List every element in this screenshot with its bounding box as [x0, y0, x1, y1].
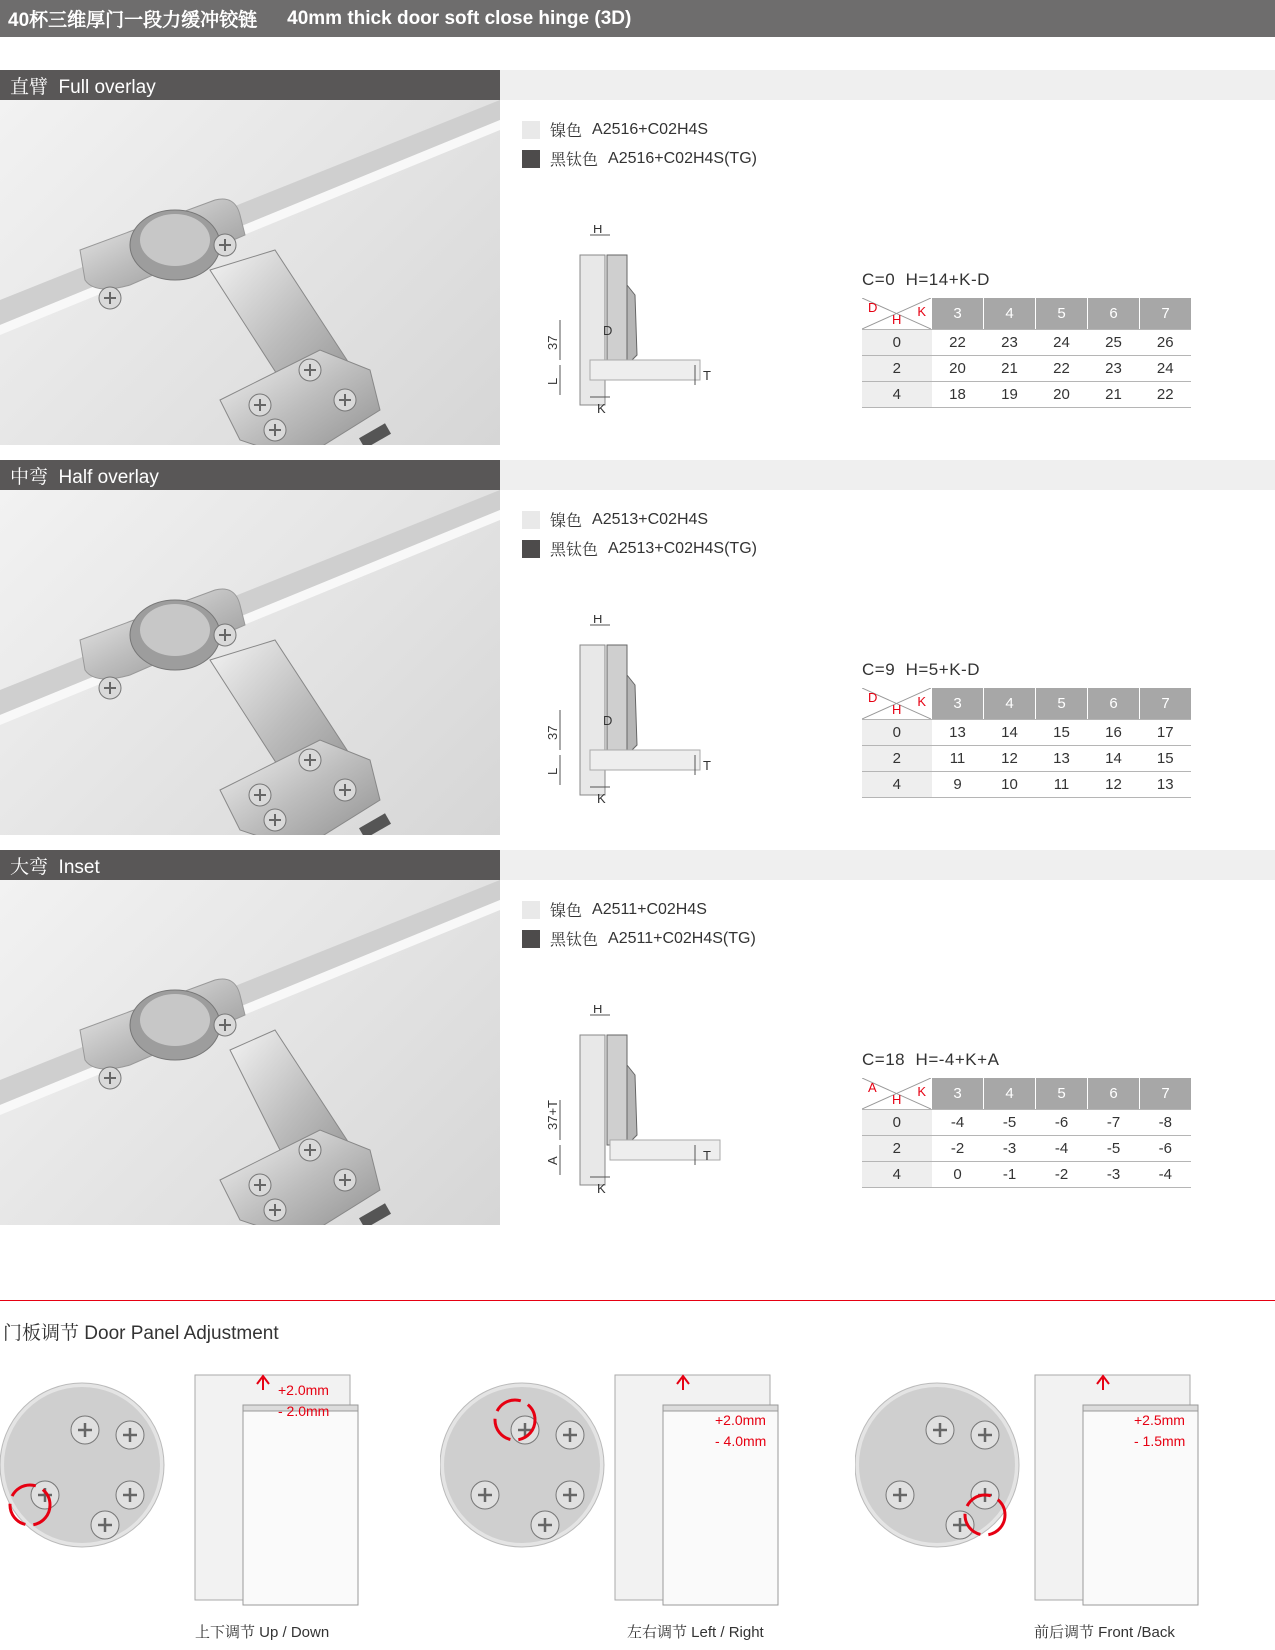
label-l: A	[545, 1156, 560, 1165]
finish-nickel	[522, 508, 708, 531]
table-cell: 18	[932, 382, 984, 408]
table-cell: -4	[1036, 1136, 1088, 1162]
label-h: H	[593, 615, 603, 626]
column-header: 6	[1088, 688, 1140, 720]
spec-table	[862, 298, 1191, 408]
adjustment-range	[715, 1410, 766, 1452]
table-cell: -3	[1088, 1162, 1140, 1188]
table-cell: -6	[1036, 1110, 1088, 1136]
divider-rule	[0, 1300, 1275, 1301]
column-header: 4	[984, 688, 1036, 720]
table-cell: 23	[1088, 356, 1140, 382]
table-cell: 23	[984, 330, 1036, 356]
adjust-minus: - 4.0mm	[715, 1433, 767, 1449]
label-h: H	[593, 1005, 603, 1016]
table-row	[862, 356, 1191, 382]
hinge-photo	[0, 880, 500, 1225]
finish-nickel	[522, 898, 707, 921]
label-d: D	[603, 323, 613, 338]
corner-value-label: H	[892, 1092, 902, 1107]
corner-column-label: K	[917, 304, 926, 319]
label-l: L	[545, 767, 560, 775]
table-cell: -8	[1140, 1110, 1192, 1136]
table-corner	[862, 688, 932, 720]
section-diagram	[545, 615, 765, 825]
finish-black	[522, 927, 756, 950]
table-row	[862, 1162, 1191, 1188]
table-row	[862, 720, 1191, 746]
adjust-plus: +2.0mm	[715, 1412, 766, 1428]
column-header: 5	[1036, 688, 1088, 720]
column-header: 7	[1140, 298, 1192, 330]
adjustment-item-1	[440, 1370, 840, 1650]
table-corner	[862, 1078, 932, 1110]
section-1	[0, 460, 1275, 820]
label-vertical: 37	[545, 725, 560, 740]
adjustment-caption: 前后调节 Front /Back	[1034, 1624, 1175, 1641]
nickel-swatch	[522, 121, 540, 139]
column-header: 7	[1140, 688, 1192, 720]
column-header: 3	[932, 298, 984, 330]
table-cell: -3	[984, 1136, 1036, 1162]
section-diagram	[545, 1005, 765, 1215]
table-row	[862, 1136, 1191, 1162]
table-cell: -5	[984, 1110, 1036, 1136]
corner-row-label: D	[868, 690, 878, 705]
table-cell: -2	[932, 1136, 984, 1162]
adjustment-caption: 上下调节 Up / Down	[195, 1624, 330, 1641]
table-cell: 20	[1036, 382, 1088, 408]
table-cell: 16	[1088, 720, 1140, 746]
adjust-plus: +2.0mm	[278, 1382, 329, 1398]
black-label: 黑钛色	[550, 542, 599, 559]
hinge-photo	[0, 100, 500, 445]
table-row	[862, 330, 1191, 356]
corner-value-label: H	[892, 312, 902, 327]
table-cell: -5	[1088, 1136, 1140, 1162]
row-header: 2	[862, 1136, 932, 1162]
hinge-illustration	[0, 100, 500, 445]
label-t: T	[703, 368, 711, 383]
section-header	[0, 850, 1275, 880]
adjustment-item-2	[855, 1370, 1255, 1650]
spec-table	[862, 1078, 1191, 1188]
label-k: K	[597, 401, 606, 416]
adjustment-illustration	[855, 1370, 1255, 1620]
spec-table	[862, 688, 1191, 798]
table-header-row	[862, 688, 1191, 720]
row-header: 4	[862, 772, 932, 798]
table-cell: 22	[1036, 356, 1088, 382]
column-header: 5	[1036, 1078, 1088, 1110]
table-cell: 22	[1140, 382, 1192, 408]
row-header: 4	[862, 382, 932, 408]
row-header: 0	[862, 330, 932, 356]
table-cell: -4	[1140, 1162, 1192, 1188]
table-cell: 24	[1140, 356, 1192, 382]
title-en: 40mm thick door soft close hinge (3D)	[287, 7, 632, 29]
table-cell: -7	[1088, 1110, 1140, 1136]
table-cell: 24	[1036, 330, 1088, 356]
label-k: K	[597, 1181, 606, 1196]
finish-black	[522, 537, 757, 560]
adjustment-illustration	[0, 1370, 400, 1620]
hinge-photo	[0, 490, 500, 835]
table-cell: 15	[1140, 746, 1192, 772]
table-cell: 17	[1140, 720, 1192, 746]
column-header: 4	[984, 1078, 1036, 1110]
table-cell: 19	[984, 382, 1036, 408]
table-cell: 9	[932, 772, 984, 798]
row-header: 0	[862, 1110, 932, 1136]
nickel-code: A2511+C02H4S	[592, 900, 707, 918]
label-d: D	[603, 713, 613, 728]
nickel-label: 镍色	[550, 513, 583, 530]
adjustment-range	[278, 1380, 329, 1422]
formula: C=0 H=14+K-D	[862, 270, 990, 289]
table-cell: 11	[1036, 772, 1088, 798]
table-cell: -4	[932, 1110, 984, 1136]
section-heading: 大弯 Inset	[0, 850, 500, 880]
column-header: 3	[932, 1078, 984, 1110]
title-cn: 40杯三维厚门一段力缓冲铰链	[8, 10, 258, 31]
black-swatch	[522, 930, 540, 948]
table-row	[862, 772, 1191, 798]
table-cell: 11	[932, 746, 984, 772]
table-cell: 13	[1140, 772, 1192, 798]
black-label: 黑钛色	[550, 152, 599, 169]
section-header	[0, 460, 1275, 490]
adjustment-range	[1134, 1410, 1185, 1452]
table-cell: 14	[1088, 746, 1140, 772]
black-code: A2516+C02H4S(TG)	[608, 149, 757, 167]
technical-diagram	[545, 1005, 765, 1215]
table-cell: 21	[1088, 382, 1140, 408]
table-cell: 12	[1088, 772, 1140, 798]
formula: C=9 H=5+K-D	[862, 660, 980, 679]
row-header: 2	[862, 746, 932, 772]
technical-diagram	[545, 615, 765, 825]
column-header: 6	[1088, 1078, 1140, 1110]
hinge-illustration	[0, 880, 500, 1225]
adjust-minus: - 2.0mm	[278, 1403, 330, 1419]
table-cell: 22	[932, 330, 984, 356]
nickel-swatch	[522, 901, 540, 919]
label-t: T	[703, 758, 711, 773]
technical-diagram	[545, 225, 765, 435]
table-cell: 10	[984, 772, 1036, 798]
table-row	[862, 746, 1191, 772]
finish-black	[522, 147, 757, 170]
adjustment-illustration	[440, 1370, 840, 1620]
label-h: H	[593, 225, 603, 236]
table-cell: 26	[1140, 330, 1192, 356]
row-header: 4	[862, 1162, 932, 1188]
label-t: T	[703, 1148, 711, 1163]
black-label: 黑钛色	[550, 932, 599, 949]
column-header: 4	[984, 298, 1036, 330]
nickel-label: 镍色	[550, 903, 583, 920]
adjust-plus: +2.5mm	[1134, 1412, 1185, 1428]
corner-column-label: K	[917, 694, 926, 709]
black-swatch	[522, 150, 540, 168]
nickel-label: 镍色	[550, 123, 583, 140]
section-header	[0, 70, 1275, 100]
column-header: 6	[1088, 298, 1140, 330]
formula: C=18 H=-4+K+A	[862, 1050, 1000, 1069]
label-l: L	[545, 377, 560, 385]
table-cell: 13	[932, 720, 984, 746]
section-header-band	[500, 850, 1275, 880]
table-cell: 25	[1088, 330, 1140, 356]
table-cell: 20	[932, 356, 984, 382]
section-diagram	[545, 225, 765, 435]
finish-nickel	[522, 118, 708, 141]
table-cell: 15	[1036, 720, 1088, 746]
column-header: 7	[1140, 1078, 1192, 1110]
row-header: 0	[862, 720, 932, 746]
nickel-code: A2513+C02H4S	[592, 510, 709, 528]
nickel-code: A2516+C02H4S	[592, 120, 709, 138]
table-cell: -6	[1140, 1136, 1192, 1162]
section-2	[0, 850, 1275, 1210]
nickel-swatch	[522, 511, 540, 529]
corner-column-label: K	[917, 1084, 926, 1099]
label-vertical: 37	[545, 335, 560, 350]
table-cell: 0	[932, 1162, 984, 1188]
black-swatch	[522, 540, 540, 558]
section-heading: 直臂 Full overlay	[0, 70, 500, 100]
corner-row-label: A	[868, 1080, 877, 1095]
table-cell: 21	[984, 356, 1036, 382]
table-cell: -1	[984, 1162, 1036, 1188]
table-row	[862, 1110, 1191, 1136]
corner-value-label: H	[892, 702, 902, 717]
row-header: 2	[862, 356, 932, 382]
table-cell: -2	[1036, 1162, 1088, 1188]
hinge-illustration	[0, 490, 500, 835]
adjustment-caption: 左右调节 Left / Right	[627, 1624, 764, 1641]
adjust-minus: - 1.5mm	[1134, 1433, 1186, 1449]
black-code: A2511+C02H4S(TG)	[608, 929, 756, 947]
table-cell: 14	[984, 720, 1036, 746]
section-header-band	[500, 70, 1275, 100]
adjustment-title: 门板调节 Door Panel Adjustment	[3, 1323, 279, 1344]
section-header-band	[500, 460, 1275, 490]
table-corner	[862, 298, 932, 330]
table-header-row	[862, 298, 1191, 330]
label-vertical: 37+T	[545, 1100, 560, 1130]
adjustment-item-0	[0, 1370, 400, 1650]
table-header-row	[862, 1078, 1191, 1110]
label-k: K	[597, 791, 606, 806]
table-row	[862, 382, 1191, 408]
black-code: A2513+C02H4S(TG)	[608, 539, 757, 557]
table-cell: 12	[984, 746, 1036, 772]
corner-row-label: D	[868, 300, 878, 315]
column-header: 5	[1036, 298, 1088, 330]
table-cell: 13	[1036, 746, 1088, 772]
section-heading: 中弯 Half overlay	[0, 460, 500, 490]
page-title-bar	[0, 0, 1275, 37]
section-0	[0, 70, 1275, 430]
column-header: 3	[932, 688, 984, 720]
